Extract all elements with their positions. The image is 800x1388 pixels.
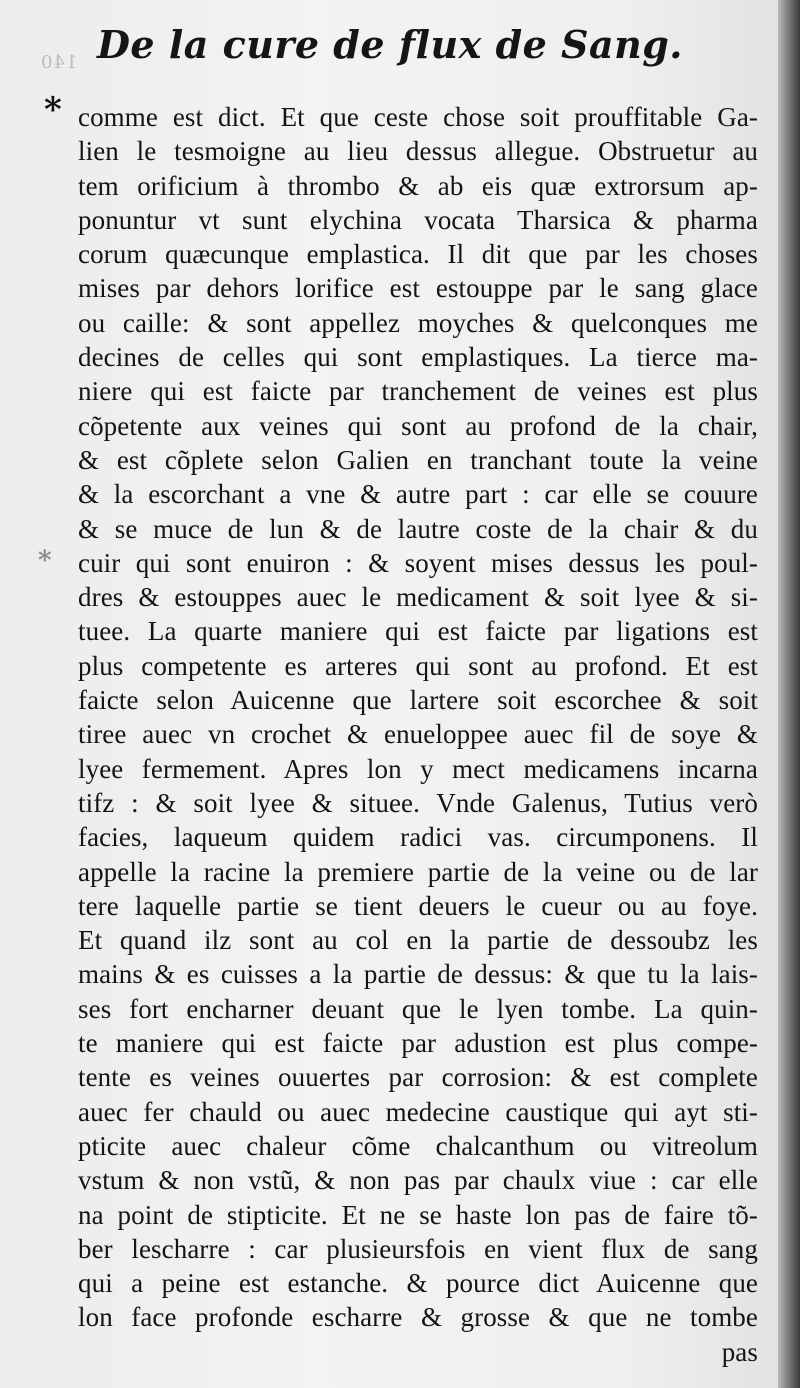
text-line: mains & es cuisses a la partie de dessus: & que tu la lais- <box>78 959 758 990</box>
marginal-asterisk: * <box>38 546 52 576</box>
text-line: facies, laqueum quidem radici vas. circumponens. Il <box>78 822 758 853</box>
text-line: ses fort encharner deuant que le lyen tombe. La quin- <box>78 993 758 1024</box>
text-line: ber lescharre : car plusieursfois en vient flux de sang <box>78 1233 758 1264</box>
text-line: niere qui est faicte par tranchement de veines est plus <box>78 376 758 407</box>
text-line: ou caille: & sont appellez moyches & quelconques me <box>78 307 758 338</box>
body-text <box>78 100 758 1369</box>
text-line: mises par dehors lorifice est estouppe par le sang glace <box>78 273 758 304</box>
text-line: & la escorchant a vne & autre part : car elle se couure <box>78 479 758 510</box>
text-line: te maniere qui est faicte par adustion est plus compe- <box>78 1028 758 1059</box>
catchword: pas <box>721 1336 758 1367</box>
text-line: dres & estouppes auec le medicament & soit lyee & si- <box>78 582 758 613</box>
text-line: appelle la racine la premiere partie de la veine ou de lar <box>78 856 758 887</box>
text-line: & se muce de lun & de lautre coste de la chair & du <box>78 513 758 544</box>
text-line: lien le tesmoigne au lieu dessus allegue. Obstruetur au <box>78 136 758 167</box>
text-line: auec fer chauld ou auec medecine caustique qui ayt sti- <box>78 1096 758 1127</box>
text-line: plus competente es arteres qui sont au profond. Et est <box>78 650 758 681</box>
marginal-asterisk: * <box>44 90 62 130</box>
running-head: De la cure de flux de Sang. <box>96 22 684 67</box>
text-line: tere laquelle partie se tient deuers le cueur ou au foye. <box>78 890 758 921</box>
text-line: tuee. La quarte maniere qui est faicte par ligations est <box>78 616 758 647</box>
text-line: lon face profonde escharre & grosse & que ne tombe <box>78 1302 758 1333</box>
text-line: cuir qui sont enuiron : & soyent mises dessus les poul- <box>78 547 758 578</box>
text-line: tiree auec vn crochet & enueloppee auec fil de soye & <box>78 719 758 750</box>
text-line: & est cõplete selon Galien en tranchant toute la veine <box>78 444 758 475</box>
text-line: pticite auec chaleur cõme chalcanthum ou vitreolum <box>78 1130 758 1161</box>
text-line: qui a peine est estanche. & pource dict Auicenne que <box>78 1268 758 1299</box>
text-line: faicte selon Auicenne que lartere soit escorchee & soit <box>78 685 758 716</box>
text-line: Et quand ilz sont au col en la partie de dessoubz les <box>78 925 758 956</box>
text-line: lyee fermement. Apres lon y mect medicamens incarna <box>78 753 758 784</box>
text-line: vstum & non vstũ, & non pas par chaulx viue : car elle <box>78 1165 758 1196</box>
text-line: tem orificium à thrombo & ab eis quæ extrorsum ap- <box>78 170 758 201</box>
text-line: tente es veines ouuertes par corrosion: & est complete <box>78 1062 758 1093</box>
text-line: tifz : & soit lyee & situee. Vnde Galenus, Tutius verò <box>78 787 758 818</box>
text-line: corum quæcunque emplastica. Il dit que par les choses <box>78 239 758 270</box>
text-line: cõpetente aux veines qui sont au profond de la chair, <box>78 410 758 441</box>
text-line: na point de stipticite. Et ne se haste lon pas de faire tõ- <box>78 1199 758 1230</box>
page-number: 140 <box>40 52 78 73</box>
text-line: decines de celles qui sont emplastiques. La tierce ma- <box>78 342 758 373</box>
page-edge-shadow <box>778 0 800 1388</box>
text-line: comme est dict. Et que ceste chose soit prouffitable Ga- <box>78 102 758 132</box>
text-line: ponuntur vt sunt elychina vocata Tharsica & pharma <box>78 204 758 235</box>
